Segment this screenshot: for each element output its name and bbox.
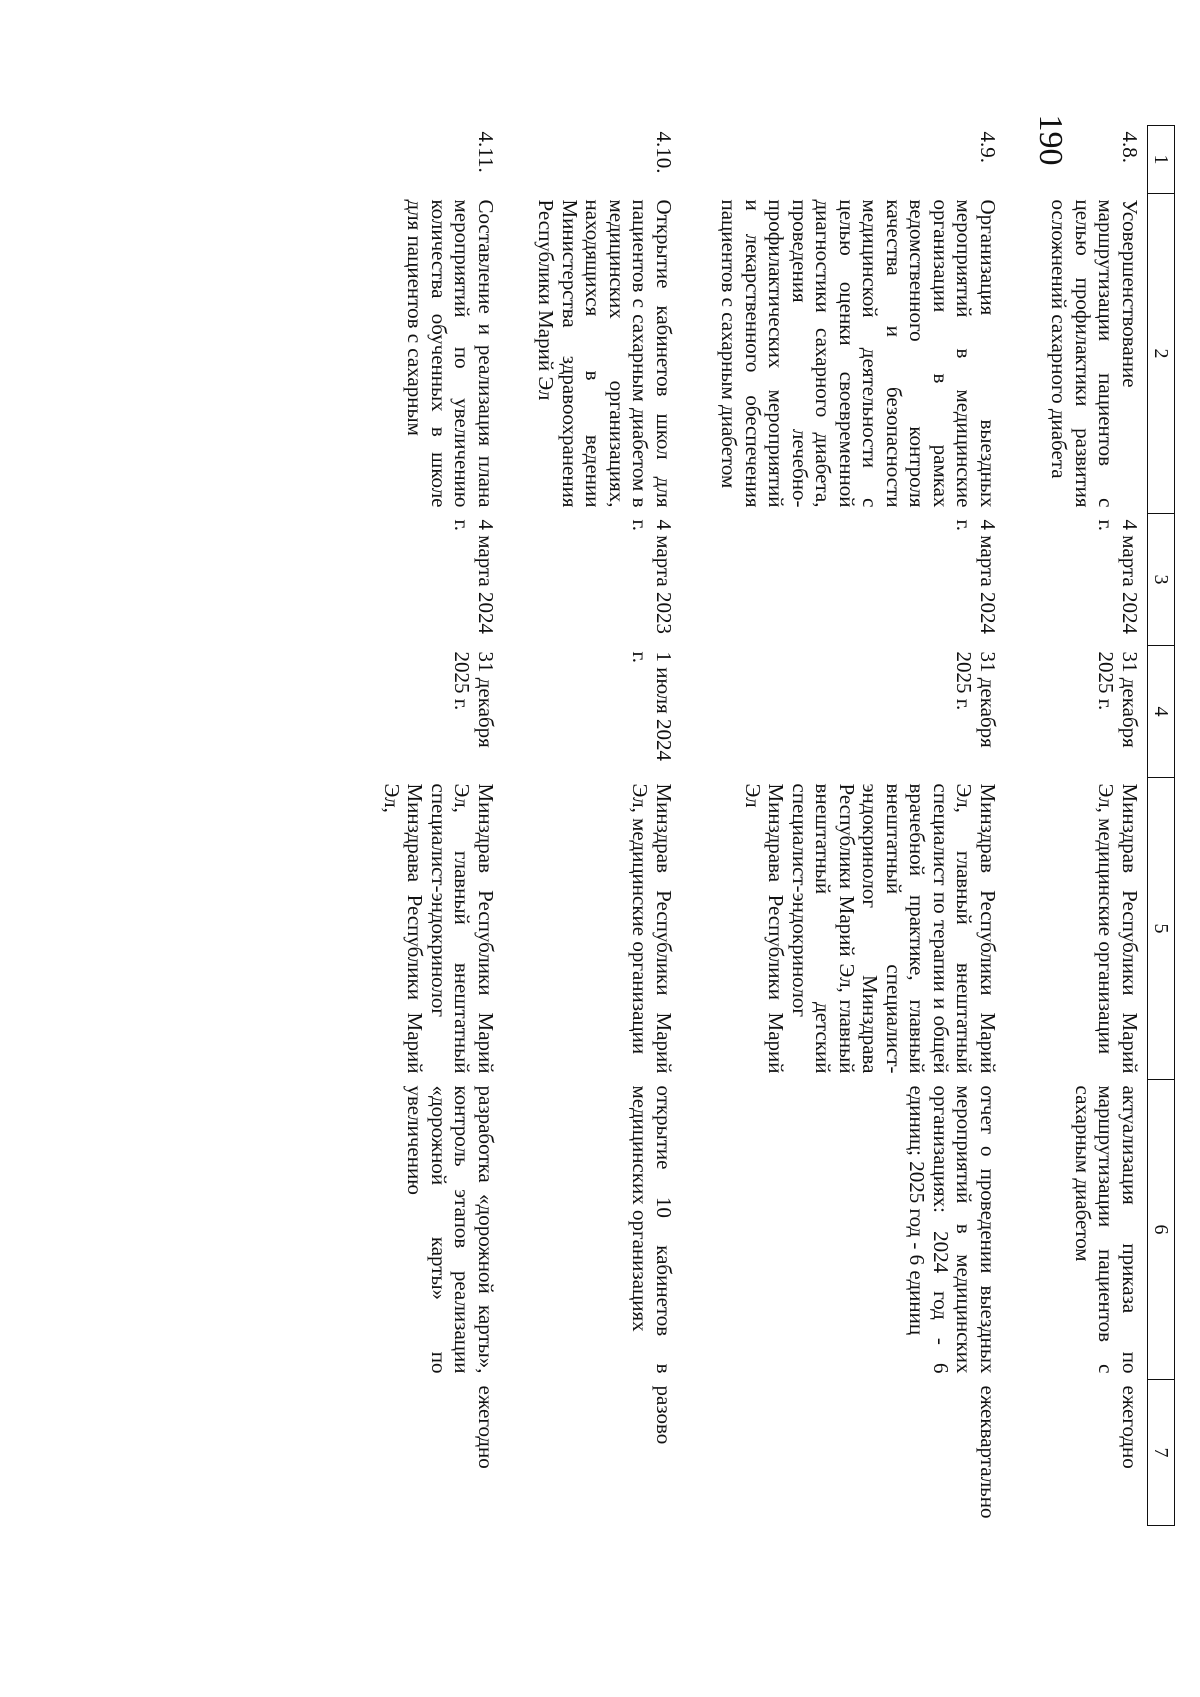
activity-cell: Составление и реализация плана мероприятий по увеличению количества обученных в школе для пациентов с сахарным xyxy=(403,199,498,508)
table-row xyxy=(1005,126,1148,1526)
activity-cell: Организация выездных мероприятий в медицинские организации в рамках ведомственного контроля качества и безопасности медицинской деятельности с целью оценки своевременной диагностики сахарного диабета, проведения лечебно-профилактических мероприятий и лекарственного обеспечения пациентов с сахарным диабетом xyxy=(717,199,1000,508)
result-cell: разработка «дорожной карты», контроль этапов реализации «дорожной карты» по увеличению xyxy=(403,1085,498,1374)
frequency-cell: ежегодно xyxy=(474,1385,498,1469)
end-date-cell: 31 декабря 2025 г. xyxy=(952,651,1000,748)
activity-cell: Открытие кабинетов школ для пациентов с сахарным диабетом в медицинских организациях, находящихся в ведении Министерства здравоохранения Республики Марий Эл xyxy=(534,199,676,508)
table-row xyxy=(327,126,503,1526)
responsible-cell: Минздрав Республики Марий Эл, главный внештатный специалист по терапии и общей врачебной практике, главный внештатный специалист-эндокринолог Минздрава Республики Марий Эл, главный внештатный детский специалист-эндокринолог Минздрава Республики Марий Эл xyxy=(740,783,1000,1074)
start-date-cell: 4 марта 2024 г. xyxy=(952,519,1000,634)
row-number: 4.8. xyxy=(1118,131,1142,163)
responsible-cell: Минздрав Республики Марий Эл, медицинские организации xyxy=(1094,783,1142,1074)
table-row xyxy=(681,126,1005,1526)
end-date-cell: 31 декабря 2025 г. xyxy=(450,651,498,748)
measures-table-container xyxy=(175,125,1175,1525)
end-date-cell: 31 декабря 2025 г. xyxy=(1094,651,1142,748)
start-date-cell: 4 марта 2024 г. xyxy=(450,519,498,634)
start-date-cell: 4 марта 2024 г. xyxy=(1094,519,1142,634)
table-row xyxy=(503,126,681,1526)
result-cell: открытие 10 кабинетов в медицинских организациях xyxy=(628,1085,676,1374)
frequency-cell: ежеквартально xyxy=(976,1385,1000,1519)
column-header: 7 xyxy=(1148,1380,1175,1526)
column-header: 4 xyxy=(1148,646,1175,778)
page-number: 190 xyxy=(1032,114,1069,166)
result-cell: актуализация приказа по маршрутизации пациентов с сахарным диабетом xyxy=(1070,1085,1142,1374)
frequency-cell: ежегодно xyxy=(1118,1385,1142,1469)
row-number: 4.9. xyxy=(976,131,1000,163)
column-header: 3 xyxy=(1148,514,1175,646)
frequency-cell: разово xyxy=(652,1385,676,1445)
responsible-cell: Минздрав Республики Марий Эл, главный внештатный специалист-эндокринолог Минздрава Республики Марий Эл, xyxy=(379,783,498,1074)
activity-cell: Усовершенствование маршрутизации пациентов с целью профилактики развития осложнений сахарного диабета xyxy=(1047,199,1142,508)
column-header: 1 xyxy=(1148,126,1175,194)
start-date-cell: 4 марта 2023 г. xyxy=(628,519,676,634)
row-number: 4.11. xyxy=(474,131,498,173)
measures-table xyxy=(327,125,1175,1526)
column-header: 2 xyxy=(1148,194,1175,514)
table-header-row xyxy=(1148,126,1175,1526)
responsible-cell: Минздрав Республики Марий Эл, медицинские организации xyxy=(628,783,676,1074)
column-header: 6 xyxy=(1148,1080,1175,1380)
column-header: 5 xyxy=(1148,778,1175,1080)
result-cell: отчет о проведении выездных мероприятий в медицинских организациях: 2024 год - 6 единиц; 2025 год - 6 единиц xyxy=(905,1085,1000,1374)
row-number: 4.10. xyxy=(652,131,676,174)
end-date-cell: 1 июля 2024 г. xyxy=(628,651,676,762)
